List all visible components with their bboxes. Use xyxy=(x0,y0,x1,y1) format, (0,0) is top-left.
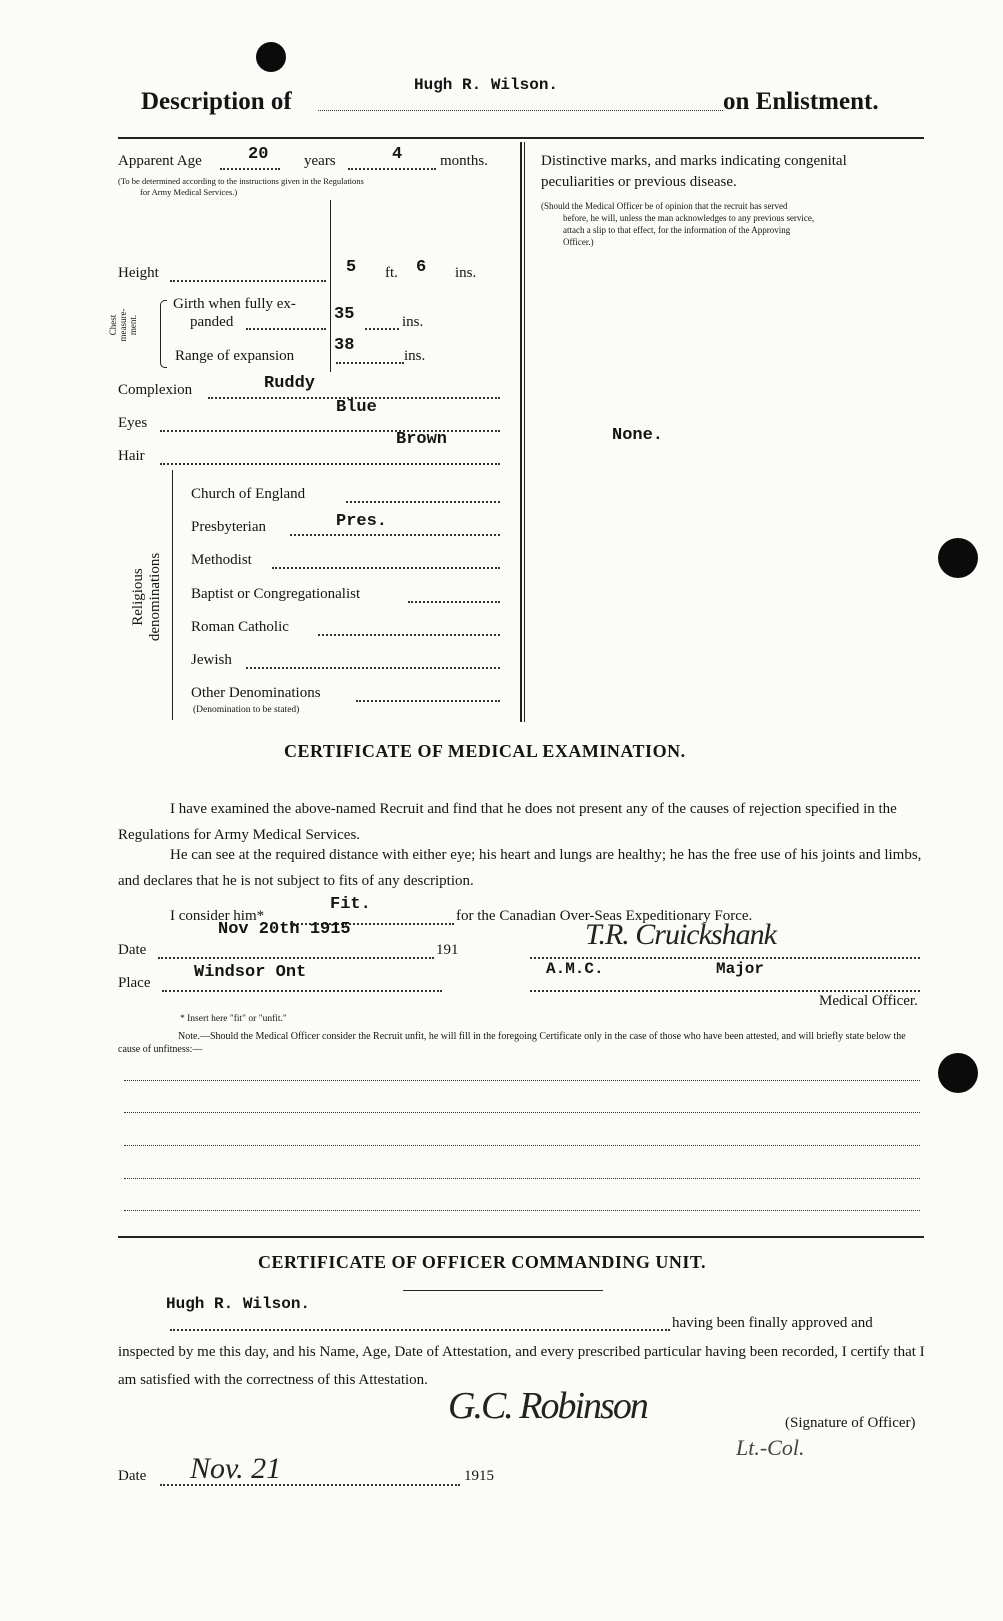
approved-label: having been finally approved and xyxy=(672,1315,873,1331)
hair-value: Brown xyxy=(396,430,448,449)
chest-measurement-label xyxy=(108,295,138,355)
unfitness-line-2 xyxy=(124,1112,920,1113)
medical-heading: CERTIFICATE OF MEDICAL EXAMINATION. xyxy=(284,741,686,761)
fit-value: Fit. xyxy=(330,895,371,914)
religion-roman-catholic-line xyxy=(318,634,500,636)
marks-note-4: Officer.) xyxy=(563,237,594,247)
header-name: Hugh R. Wilson. xyxy=(414,76,559,94)
date-year-prefix: 191 xyxy=(436,942,459,958)
months-label: months. xyxy=(440,153,488,169)
unfitness-line-3 xyxy=(124,1145,920,1146)
religion-other-line xyxy=(356,700,500,702)
place-label: Place xyxy=(118,975,151,991)
eyes-line xyxy=(160,430,500,432)
punch-hole-right-upper xyxy=(938,538,978,578)
commanding-rank-signature: Lt.-Col. xyxy=(736,1435,805,1460)
officer-line xyxy=(530,990,920,992)
height-ft-value: 5 xyxy=(346,258,357,277)
age-note-1: (To be determined according to the instructions given in the Regulations xyxy=(118,176,364,186)
corps-value: A.M.C. xyxy=(546,960,604,978)
marks-note-3: attach a slip to that effect, for the information of the Approving xyxy=(563,225,791,235)
marks-note-2: before, he will, unless the man acknowledges to any previous service, xyxy=(563,213,815,223)
medical-note: Note.—Should the Medical Officer consider the Recruit unfit, he will fill in the foregoing Certificate only in the case of those who have been attested, and will briefly state below the cause of unfitness:— xyxy=(118,1031,906,1055)
complexion-label: Complexion xyxy=(118,382,193,398)
religion-presbyterian-line xyxy=(290,534,500,536)
presbyterian-value: Pres. xyxy=(336,512,388,531)
commanding-name-line xyxy=(170,1329,670,1331)
force-label: for the Canadian Over-Seas Expeditionary Force. xyxy=(456,908,753,924)
commanding-para: inspected by me this day, and his Name, Age, Date of Attestation, and every prescribed particular having been recorded, I certify that I am satisfied with the correctness of this Attestation. xyxy=(118,1344,925,1388)
insert-note: * Insert here "fit" or "unfit." xyxy=(180,1014,287,1024)
punch-hole-top xyxy=(256,42,286,72)
religion-jewish-line xyxy=(246,667,500,669)
officer-label: Medical Officer. xyxy=(819,993,918,1009)
age-label: Apparent Age xyxy=(118,153,202,169)
column-divider-inner xyxy=(524,142,525,722)
eyes-value: Blue xyxy=(336,398,377,417)
age-years-value: 20 xyxy=(248,145,269,164)
religion-church-of-england-line xyxy=(346,501,500,503)
religion-presbyterian: Presbyterian xyxy=(191,519,266,535)
religion-label-2: denominations xyxy=(147,552,163,642)
religion-other: Other Denominations xyxy=(191,685,321,701)
girth-label-2: panded xyxy=(190,314,234,330)
denomination-note: (Denomination to be stated) xyxy=(193,705,300,715)
age-months-value: 4 xyxy=(392,145,403,164)
header-dotted-line xyxy=(318,110,723,111)
place-value: Windsor Ont xyxy=(194,963,307,982)
marks-value: None. xyxy=(612,426,664,445)
medical-para-1: I have examined the above-named Recruit and find that he does not present any of the causes of rejection specified in the Regulations for Army Medical Services. xyxy=(118,801,897,843)
religion-side-label xyxy=(130,542,164,652)
marks-note-1: (Should the Medical Officer be of opinion that the recruit has served xyxy=(541,201,788,211)
girth-unit: ins. xyxy=(402,314,424,330)
range-label: Range of expansion xyxy=(175,348,295,364)
religion-label-1: Religious xyxy=(130,568,146,626)
medical-para-2: He can see at the required distance with either eye; his heart and lungs are healthy; he has the free use of his joints and limbs, and declares that he is not subject to fits of any description. xyxy=(118,847,922,889)
religion-baptist: Baptist or Congregationalist xyxy=(191,586,361,602)
measure-divider xyxy=(330,200,331,372)
height-ins-value: 6 xyxy=(416,258,427,277)
religion-methodist-line xyxy=(272,567,500,569)
unfitness-line-1 xyxy=(124,1080,920,1081)
range-line xyxy=(336,362,404,364)
girth-unit-line xyxy=(365,328,399,330)
header-title-right: on Enlistment. xyxy=(723,88,879,115)
header-rule xyxy=(118,137,924,139)
medical-officer-signature: T.R. Cruickshank xyxy=(585,918,776,951)
commanding-date-label: Date xyxy=(118,1468,147,1484)
unfitness-line-5 xyxy=(124,1210,920,1211)
years-label: years xyxy=(304,153,336,169)
religion-baptist-line xyxy=(408,601,500,603)
girth-label-1: Girth when fully ex- xyxy=(173,296,296,312)
commanding-date-line xyxy=(160,1484,460,1486)
range-unit: ins. xyxy=(404,348,426,364)
consider-label: I consider him* xyxy=(170,908,265,924)
commanding-year: 1915 xyxy=(464,1468,494,1484)
marks-label-2: peculiarities or previous disease. xyxy=(541,174,737,190)
punch-hole-right-lower xyxy=(938,1053,978,1093)
chest-bracket xyxy=(160,300,167,368)
religion-methodist: Methodist xyxy=(191,552,252,568)
chest-label-1: Chest xyxy=(108,314,118,336)
place-line xyxy=(162,990,442,992)
heading-underline xyxy=(403,1290,603,1291)
section-rule xyxy=(118,1236,924,1238)
eyes-label: Eyes xyxy=(118,415,148,431)
signature-line xyxy=(530,957,920,959)
religion-divider xyxy=(172,470,173,720)
date-line xyxy=(158,957,434,959)
commanding-name: Hugh R. Wilson. xyxy=(166,1295,311,1313)
chest-label-3: ment. xyxy=(128,314,138,336)
unfitness-line-4 xyxy=(124,1178,920,1179)
height-line xyxy=(170,280,326,282)
ft-label: ft. xyxy=(385,265,398,281)
age-months-line xyxy=(348,168,436,170)
date-label: Date xyxy=(118,942,147,958)
marks-label-1: Distinctive marks, and marks indicating congenital xyxy=(541,153,847,169)
header-title-left: Description of xyxy=(141,88,292,115)
religion-roman-catholic: Roman Catholic xyxy=(191,619,289,635)
religion-church-of-england: Church of England xyxy=(191,486,306,502)
commanding-date-value: Nov. 21 xyxy=(190,1452,282,1485)
girth-line xyxy=(246,328,326,330)
signature-label: (Signature of Officer) xyxy=(785,1415,916,1431)
chest-label-2: measure- xyxy=(118,308,128,342)
commanding-officer-signature: G.C. Robinson xyxy=(448,1385,647,1427)
religion-jewish: Jewish xyxy=(191,652,232,668)
date-value: Nov 20th 1915 xyxy=(218,920,351,939)
girth-value: 35 xyxy=(334,305,355,324)
hair-label: Hair xyxy=(118,448,145,464)
column-divider xyxy=(520,142,522,722)
rank-value: Major xyxy=(716,960,765,978)
complexion-value: Ruddy xyxy=(264,374,316,393)
age-note-2: for Army Medical Services.) xyxy=(140,187,238,197)
height-label: Height xyxy=(118,265,159,281)
hair-line xyxy=(160,463,500,465)
range-value: 38 xyxy=(334,336,355,355)
commanding-heading: CERTIFICATE OF OFFICER COMMANDING UNIT. xyxy=(258,1252,707,1272)
ins-label: ins. xyxy=(455,265,477,281)
age-years-line xyxy=(220,168,280,170)
